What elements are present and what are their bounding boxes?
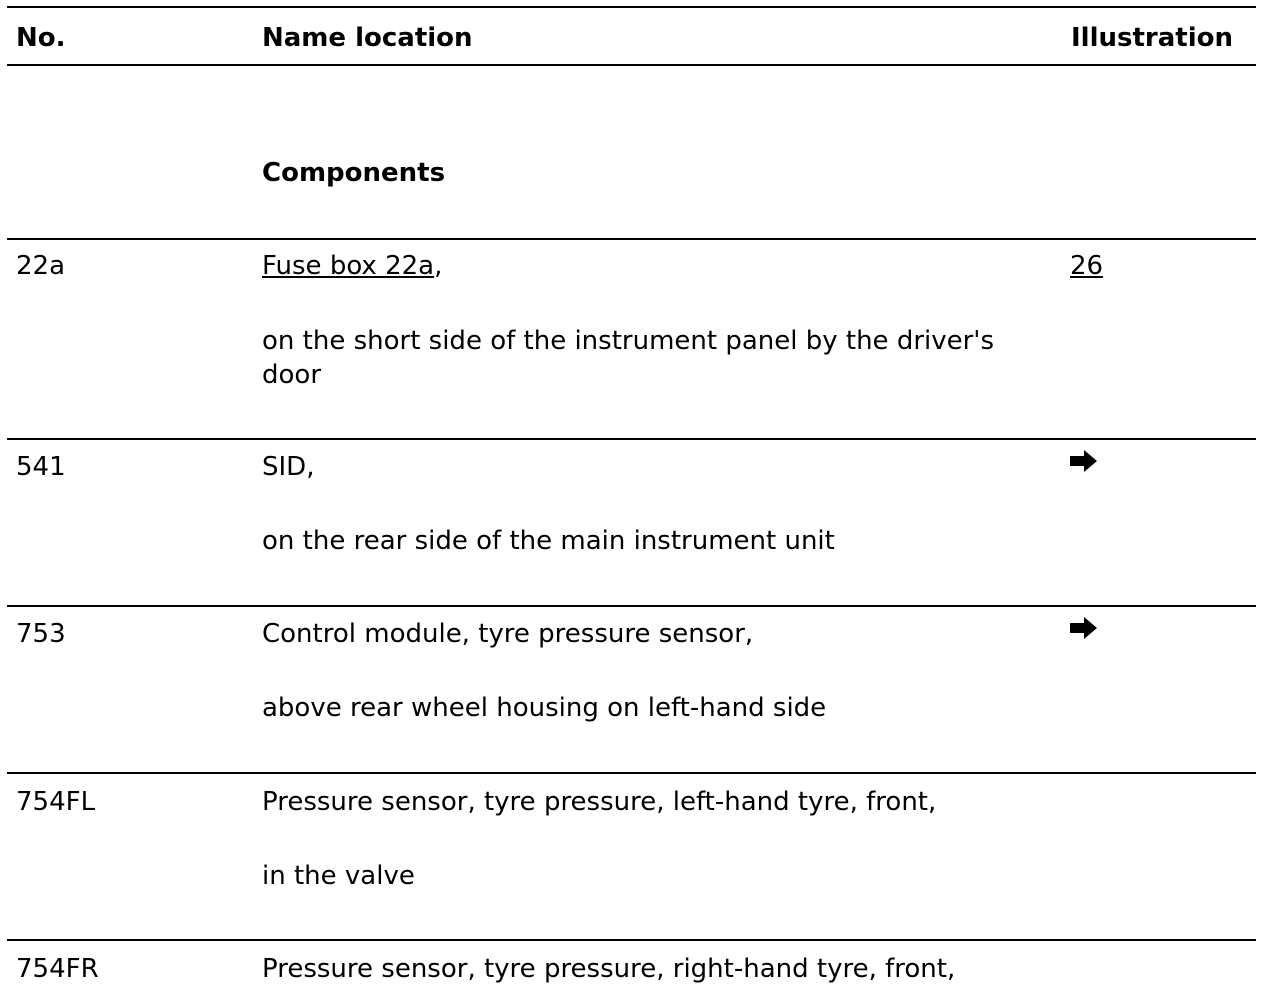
row-number: 22a — [16, 251, 66, 281]
row-number: 541 — [16, 452, 66, 482]
row-name: Pressure sensor, tyre pressure, left-hand tyre, front, — [262, 787, 937, 817]
header-no: No. — [16, 23, 66, 53]
row-location: above rear wheel housing on left-hand side — [262, 693, 827, 723]
row-divider — [7, 772, 1256, 774]
row-divider — [7, 605, 1256, 607]
row-divider — [7, 238, 1256, 240]
row-number: 753 — [16, 619, 66, 649]
table-top-rule — [7, 6, 1256, 8]
header-name-location: Name location — [262, 23, 473, 53]
row-name: Control module, tyre pressure sensor, — [262, 619, 754, 649]
row-name: SID, — [262, 452, 315, 482]
section-title: Components — [262, 158, 446, 188]
row-name-suffix: , — [434, 251, 443, 281]
row-name — [262, 249, 442, 283]
row-location: on the rear side of the main instrument unit — [262, 526, 835, 556]
arrow-right-icon[interactable] — [1070, 449, 1098, 473]
arrow-right-icon[interactable] — [1070, 616, 1098, 640]
row-divider — [7, 438, 1256, 440]
row-number: 754FR — [16, 954, 99, 984]
row-location-line2: door — [262, 360, 322, 390]
header-rule — [7, 64, 1256, 66]
row-divider — [7, 939, 1256, 941]
illustration-link[interactable]: 26 — [1070, 251, 1104, 281]
row-location: on the short side of the instrument panel by the driver's — [262, 326, 994, 356]
row-name: Pressure sensor, tyre pressure, right-hand tyre, front, — [262, 954, 956, 984]
fuse-box-link[interactable]: Fuse box 22a — [262, 251, 435, 281]
row-number: 754FL — [16, 787, 96, 817]
header-illustration: Illustration — [1071, 23, 1233, 53]
row-location: in the valve — [262, 861, 415, 891]
